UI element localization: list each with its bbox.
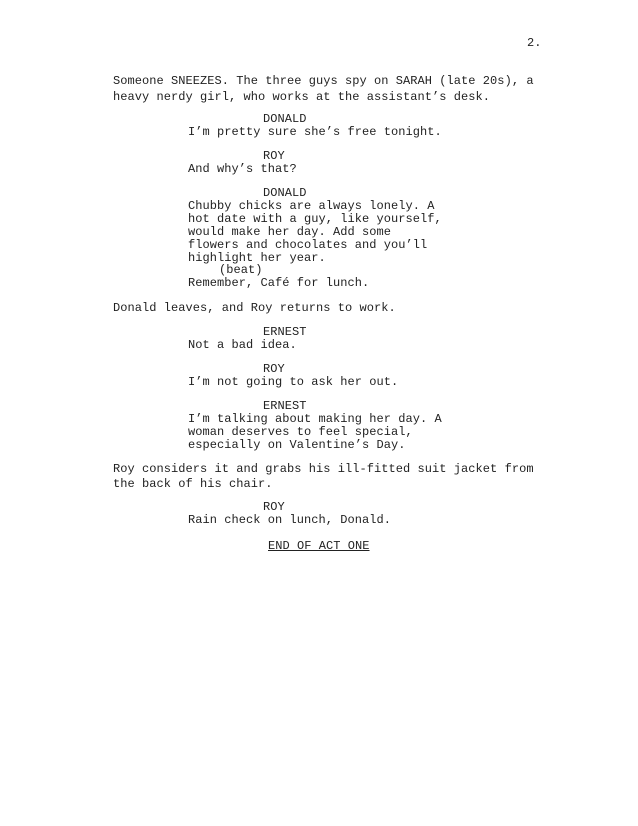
- character-cue: ROY: [263, 149, 285, 163]
- dialogue-line: would make her day. Add some: [188, 225, 392, 239]
- page-number: 2.: [527, 36, 542, 50]
- dialogue-line: Remember, Café for lunch.: [188, 276, 370, 290]
- dialogue-line: I’m not going to ask her out.: [188, 375, 399, 389]
- dialogue-line: I’m pretty sure she’s free tonight.: [188, 125, 442, 139]
- dialogue-line: especially on Valentine’s Day.: [188, 438, 406, 452]
- action-line: heavy nerdy girl, who works at the assistant’s desk.: [113, 90, 491, 104]
- end-of-act: END OF ACT ONE: [268, 539, 370, 553]
- character-cue: DONALD: [263, 186, 307, 200]
- character-cue: ROY: [263, 362, 285, 376]
- action-line: Roy considers it and grabs his ill-fitted suit jacket from: [113, 462, 534, 476]
- character-cue: DONALD: [263, 112, 307, 126]
- dialogue-line: And why’s that?: [188, 162, 297, 176]
- action-line: Someone SNEEZES. The three guys spy on SARAH (late 20s), a: [113, 74, 534, 88]
- action-line: the back of his chair.: [113, 477, 273, 491]
- dialogue-line: flowers and chocolates and you’ll: [188, 238, 428, 252]
- parenthetical: (beat): [219, 263, 263, 277]
- action-line: Donald leaves, and Roy returns to work.: [113, 301, 396, 315]
- dialogue-line: woman deserves to feel special,: [188, 425, 413, 439]
- character-cue: ROY: [263, 500, 285, 514]
- dialogue-line: I’m talking about making her day. A: [188, 412, 442, 426]
- dialogue-line: Not a bad idea.: [188, 338, 297, 352]
- dialogue-line: hot date with a guy, like yourself,: [188, 212, 442, 226]
- character-cue: ERNEST: [263, 399, 307, 413]
- dialogue-line: Rain check on lunch, Donald.: [188, 513, 392, 527]
- dialogue-line: Chubby chicks are always lonely. A: [188, 199, 435, 213]
- character-cue: ERNEST: [263, 325, 307, 339]
- dialogue-line: highlight her year.: [188, 251, 326, 265]
